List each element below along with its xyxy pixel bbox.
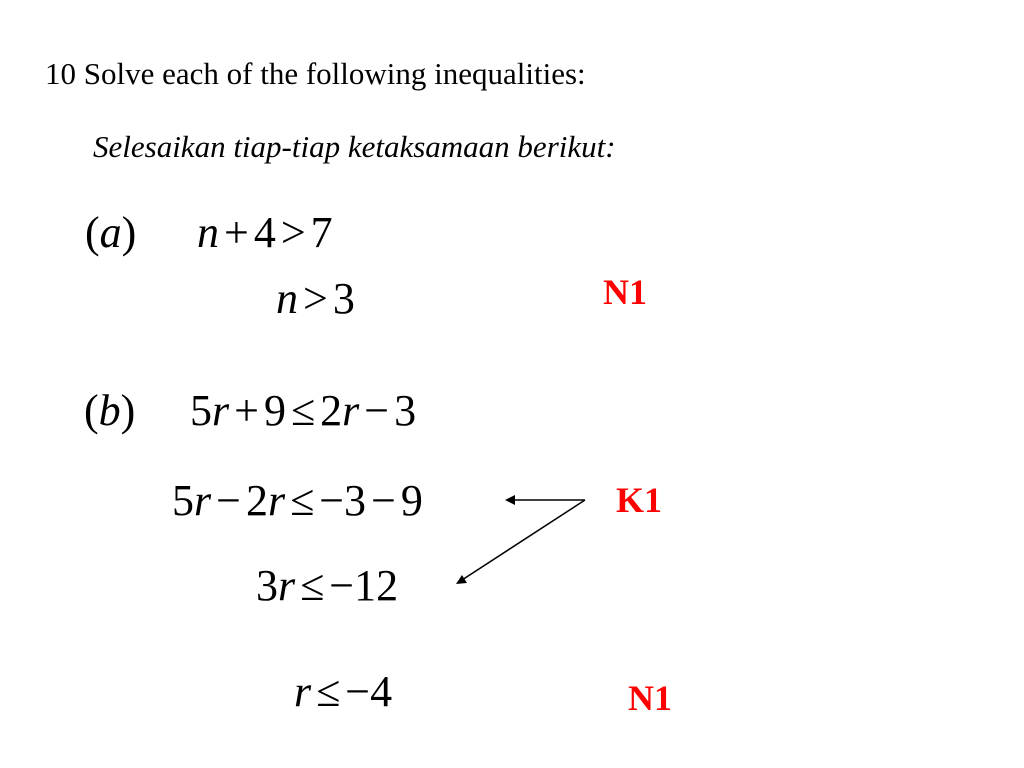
step-2-rhs: −12 xyxy=(329,561,399,610)
arrow-to-step-2 xyxy=(462,500,585,580)
step-1-var-1: r xyxy=(194,476,212,525)
step-2-relation: ≤ xyxy=(300,561,325,610)
part-a-relation: > xyxy=(280,208,306,257)
part-a-label: (a) xyxy=(85,208,137,257)
step-3-relation: ≤ xyxy=(316,667,341,716)
step-2-var: r xyxy=(278,561,296,610)
step-3-var: r xyxy=(294,667,312,716)
step-1-minus-sign-2: − xyxy=(371,476,396,525)
step-1-const-2: 9 xyxy=(400,476,423,525)
question-heading xyxy=(45,58,586,89)
step-1-var-2: r xyxy=(267,476,286,525)
step-1-coef-2: 2 xyxy=(245,476,268,525)
step-1-const-1: −3 xyxy=(319,476,367,525)
part-a-given-inequality xyxy=(197,208,333,257)
part-b-relation: ≤ xyxy=(290,386,316,435)
part-a-variable: n xyxy=(197,208,219,257)
arrowhead-step-2 xyxy=(456,575,467,584)
part-a-constant: 4 xyxy=(253,208,276,257)
part-b-const-1: 9 xyxy=(263,386,286,435)
part-b-given-inequality xyxy=(190,386,417,435)
part-a-mark-n1: N1 xyxy=(603,272,647,312)
part-b-step-1 xyxy=(172,476,423,525)
part-b-var-1: r xyxy=(212,386,230,435)
part-b-var-2: r xyxy=(342,386,360,435)
part-b-mark-k1: K1 xyxy=(616,480,663,520)
step-3-rhs: −4 xyxy=(345,667,393,716)
part-b-step-3 xyxy=(294,667,393,716)
part-b-plus-sign: + xyxy=(234,386,259,435)
step-1-relation: ≤ xyxy=(290,476,315,525)
part-a-solution xyxy=(276,274,355,323)
question-number: 10 xyxy=(45,56,76,91)
part-b-minus-sign: − xyxy=(364,386,390,435)
part-b-coef-1: 5 xyxy=(190,386,212,435)
part-a-solution-rhs: 3 xyxy=(332,274,355,323)
step-2-coef: 3 xyxy=(256,561,278,610)
arrowhead-step-1 xyxy=(505,495,515,505)
part-a-letter: a xyxy=(99,208,122,257)
part-a-rhs: 7 xyxy=(310,208,333,257)
part-a-solution-relation: > xyxy=(303,274,328,323)
question-text: Solve each of the following inequalities: xyxy=(83,56,586,91)
part-a-plus-sign: + xyxy=(224,208,249,257)
step-1-coef-1: 5 xyxy=(172,476,194,525)
step-1-minus-sign: − xyxy=(216,476,241,525)
part-b-mark-n1: N1 xyxy=(628,678,672,718)
part-b-const-2: 3 xyxy=(394,386,417,435)
part-b-letter: b xyxy=(98,386,121,435)
part-b-coef-2: 2 xyxy=(320,386,343,435)
question-subtitle-malay: Selesaikan tiap-tiap ketaksamaan berikut: xyxy=(93,129,616,164)
part-b-step-2 xyxy=(256,561,399,610)
part-b-label: (b) xyxy=(84,386,136,435)
part-a-solution-variable: n xyxy=(276,274,298,323)
